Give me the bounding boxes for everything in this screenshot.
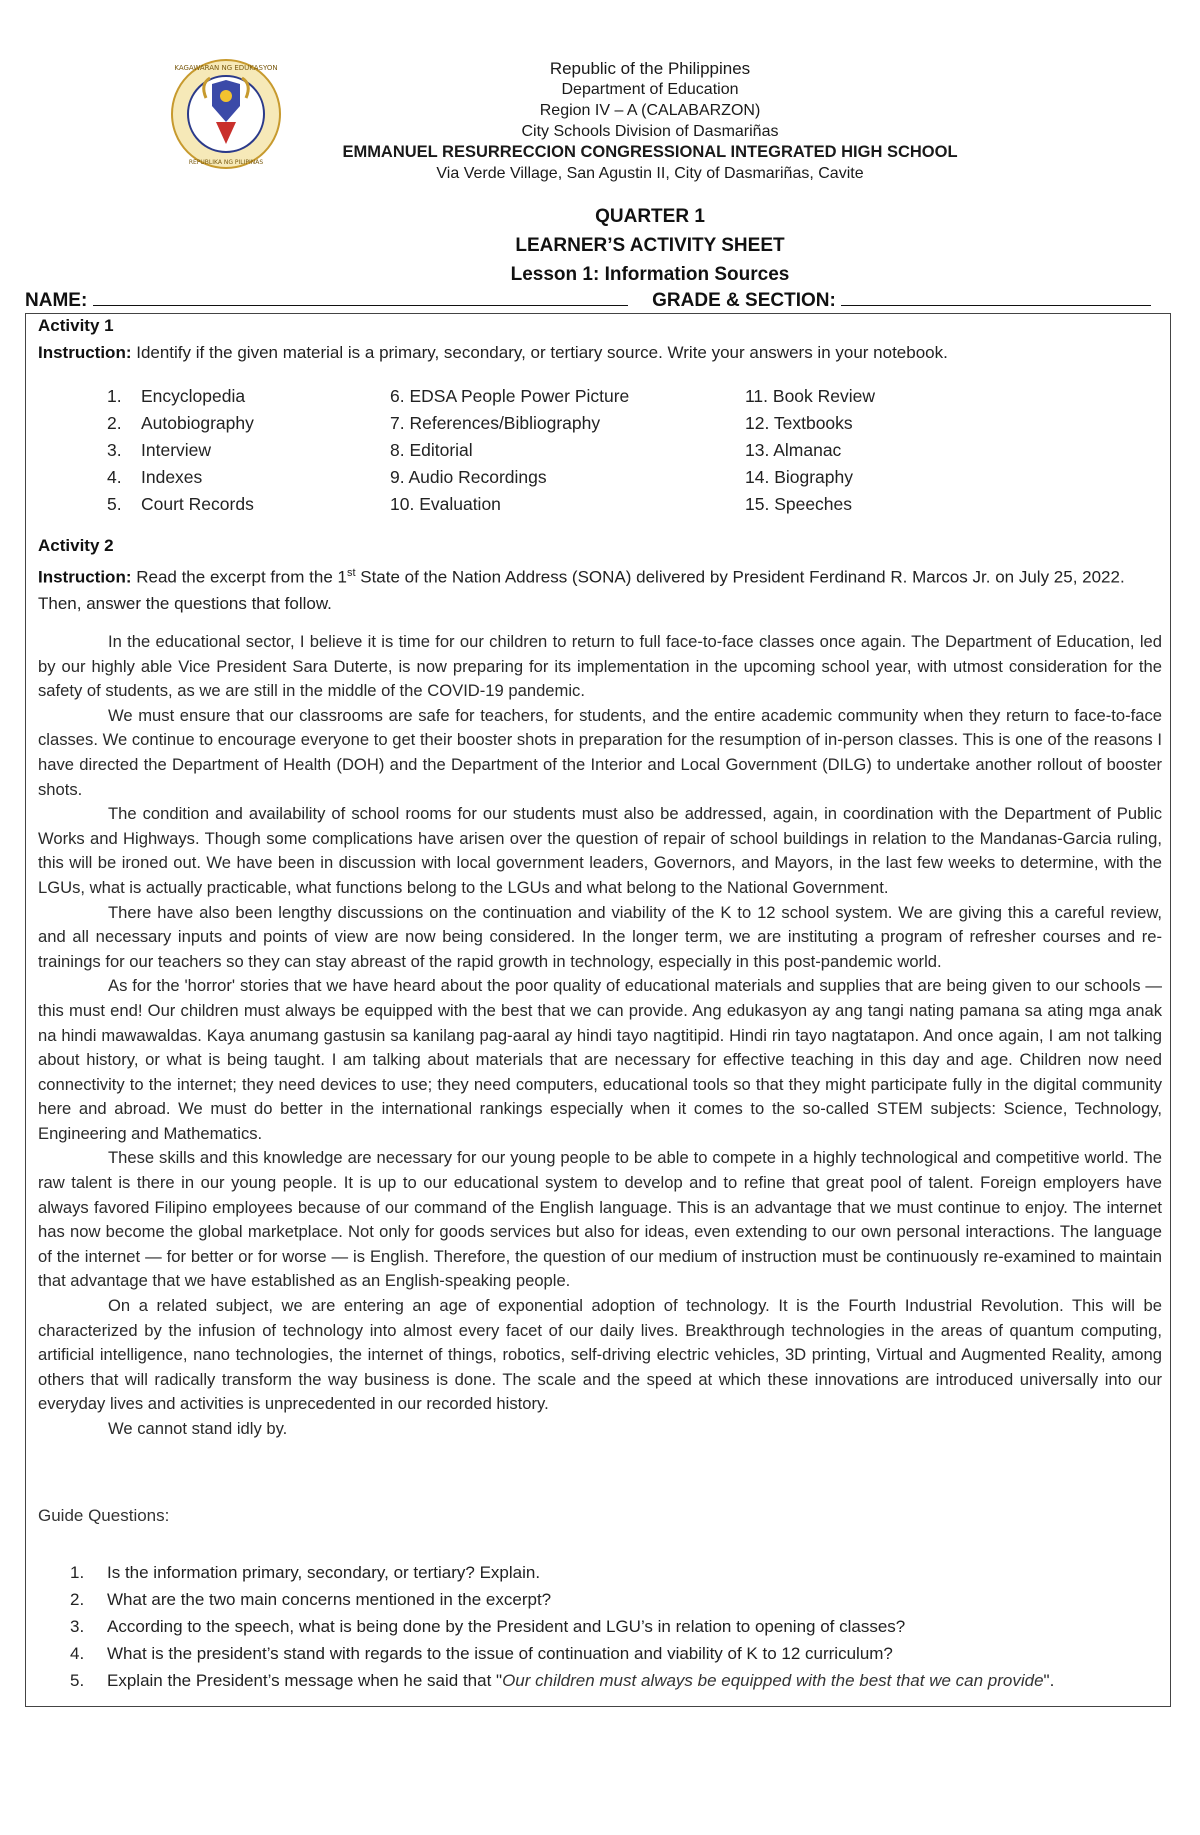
sheet-title: LEARNER’S ACTIVITY SHEET [515,235,785,256]
activity2-instruction: Instruction: Read the excerpt from the 1st State of the Nation Address (SONA) delivered by President Ferdinand R. Marcos Jr. on July 25, 2022. Then, answer the questions that follow. [38,567,1125,613]
grade-section-label: GRADE & SECTION: [652,290,836,311]
activity1-instruction-text: Identify if the given material is a primary, secondary, or tertiary source. Write your answers in your notebook. [131,343,948,362]
activity1-instruction [38,340,1158,366]
name-label: NAME: [25,290,88,311]
activity2-title: Activity 2 [38,536,114,555]
question-item: 4. What is the president’s stand with regards to the issue of continuation and viability of K to 12 curriculum? [70,1644,893,1663]
school-name: EMMANUEL RESURRECCION CONGRESSIONAL INTEGRATED HIGH SCHOOL [342,143,958,161]
quarter-title: QUARTER 1 [595,206,705,227]
quoted-line: Our children must always be equipped with the best that we can provide [502,1671,1044,1690]
list-item: 15. Speeches [745,494,853,514]
grade-section-blank[interactable] [841,287,1151,306]
activity2-instruction-label: Instruction: [38,567,132,587]
list-item: 13. Almanac [745,440,842,460]
guide-questions-list [70,1559,1160,1694]
list-item: 1. Encyclopedia [107,386,246,406]
svg-text:REPUBLIKA NG PILIPINAS: REPUBLIKA NG PILIPINAS [188,159,264,166]
svg-text:KAGAWARAN NG EDUKASYON: KAGAWARAN NG EDUKASYON [174,64,278,72]
activity1-title: Activity 1 [38,316,114,335]
region-line: Region IV – A (CALABARZON) [539,102,761,119]
question-item: 3. According to the speech, what is being done by the President and LGU’s in relation to opening of classes? [70,1617,906,1636]
speech-paragraph: We cannot stand idly by. [108,1419,288,1438]
school-header [280,58,1020,184]
list-item: 10. Evaluation [390,494,501,514]
lesson-title: Lesson 1: Information Sources [510,264,790,285]
speech-paragraph: We must ensure that our classrooms are safe for teachers, for students, and the entire academic community when they return to face-to-face classes. We continue to encourage everyone to get their booster shots in preparation for the resumption of in-person classes. This is one of the reasons I have directed the Department of Health (DOH) and the Department of the Interior and Local Government (DILG) to undertake another rollout of booster shots. [38,705,1162,799]
list-item: 4. Indexes [107,467,203,487]
list-item: 6. EDSA People Power Picture [390,386,630,406]
speech-paragraph: There have also been lengthy discussions on the continuation and viability of the K to 12 school system. We are giving this a careful review, and all necessary inputs and points of view are now being considered. In the longer term, we are instituting a program of refresher courses and re-trainings for our teachers so they can stay abreast of the rapid growth in technology, especially in this post-pandemic world. [38,902,1162,971]
division-line: City Schools Division of Dasmariñas [521,123,779,140]
activity1-column-2 [390,383,629,518]
school-address: Via Verde Village, San Agustin II, City of Dasmariñas, Cavite [436,165,864,182]
country-line: Republic of the Philippines [549,59,751,78]
list-item: 7. References/Bibliography [390,413,601,433]
speech-paragraph: On a related subject, we are entering an age of exponential adoption of technology. It is the Fourth Industrial Revolution. This will be characterized by the infusion of technology into almost every facet of our daily lives. Breakthrough technologies in the areas of quantum computing, artificial intelligence, nano technologies, the internet of things, robotics, self-driving electric vehicles, 3D printing, Virtual and Augmented Reality, among others that will radically transform the way business is done. The scale and the speed at which these innovations are introduced universally into our everyday lives and activities is unprecedented in our recorded history. [38,1296,1162,1414]
list-item: 3. Interview [107,440,212,460]
speech-paragraph: The condition and availability of school rooms for our students must also be addressed, again, in coordination with the Department of Public Works and Highways. Though some complications have arisen over the question of repair of school buildings in relation to the Mandanas-Garcia ruling, this will be ironed out. We have been in discussion with local government leaders, Governors, and Mayors, in the last few weeks to determine, with the LGUs, what is actually practicable, what functions belong to the LGUs and what belong to the National Government. [38,804,1162,897]
name-blank[interactable] [93,287,628,306]
speech-paragraph: In the educational sector, I believe it is time for our children to return to full face-to-face classes once again. The Department of Education, led by our highly able Vice President Sara Duterte, is now preparing for its implementation in the upcoming school year, with utmost consideration for the safety of students, as we are still in the middle of the COVID-19 pandemic. [38,632,1162,701]
speech-paragraph: As for the 'horror' stories that we have heard about the poor quality of educational materials and supplies that are being given to our schools — this must end! Our children must always be equipped with the best that we can provide. Ang edukasyon ay ang tangi nating pamana sa ating mga anak na hindi mawawaldas. Kaya anumang gastusin sa kanilang pag-aaral ay hindi tayo nagtitipid. Hindi rin tayo nagtatapon. And once again, I am not talking about history, or what is being taught. I am talking about materials that are necessary for effective teaching in this day and age. Children now need connectivity to the internet; they need devices to use; they need computers, educational tools so that they might participate fully in the digital community here and abroad. We must do better in the international rankings especially when it comes to the so-called STEM subjects: Science, Technology, Engineering and Mathematics. [38,976,1162,1143]
speech-paragraph: These skills and this knowledge are necessary for our young people to be able to compete in a highly technological and competitive world. The raw talent is there in our young people. It is up to our educational system to develop and to refine that great pool of talent. Foreign employers have always favored Filipino employees because of our command of the English language. This is an advantage that we must continue to enjoy. The internet has now become the global marketplace. Not only for goods services but also for ideas, even extending to our own personal interactions. The language of the internet — for better or for worse — is English. Therefore, the question of our medium of instruction must be continuously re-examined to maintain that advantage that we have established as an English-speaking people. [38,1148,1162,1291]
list-item: 5. Court Records [107,494,254,514]
list-item: 9. Audio Recordings [390,467,547,487]
sona-excerpt [38,630,1162,1442]
guide-questions-label: Guide Questions: [38,1506,170,1525]
list-item: 14. Biography [745,467,853,487]
department-line: Department of Education [561,81,739,98]
list-item: 12. Textbooks [745,413,853,433]
question-item: 1. Is the information primary, secondary, or tertiary? Explain. [70,1563,541,1582]
deped-seal-logo [170,58,282,170]
activity1-column-1 [107,383,254,518]
question-item: 5. Explain the President’s message when he said that "Our children must always be equipped with the best that we can provide". [70,1671,1055,1690]
list-item: 11. Book Review [745,386,876,406]
list-item: 8. Editorial [390,440,473,460]
question-item: 2. What are the two main concerns mentioned in the excerpt? [70,1590,552,1609]
activity1-instruction-label: Instruction: [38,343,132,362]
document-titles [0,202,1200,289]
name-grade-row [25,287,1185,313]
activity1-column-3 [745,383,875,518]
list-item: 2. Autobiography [107,413,254,433]
